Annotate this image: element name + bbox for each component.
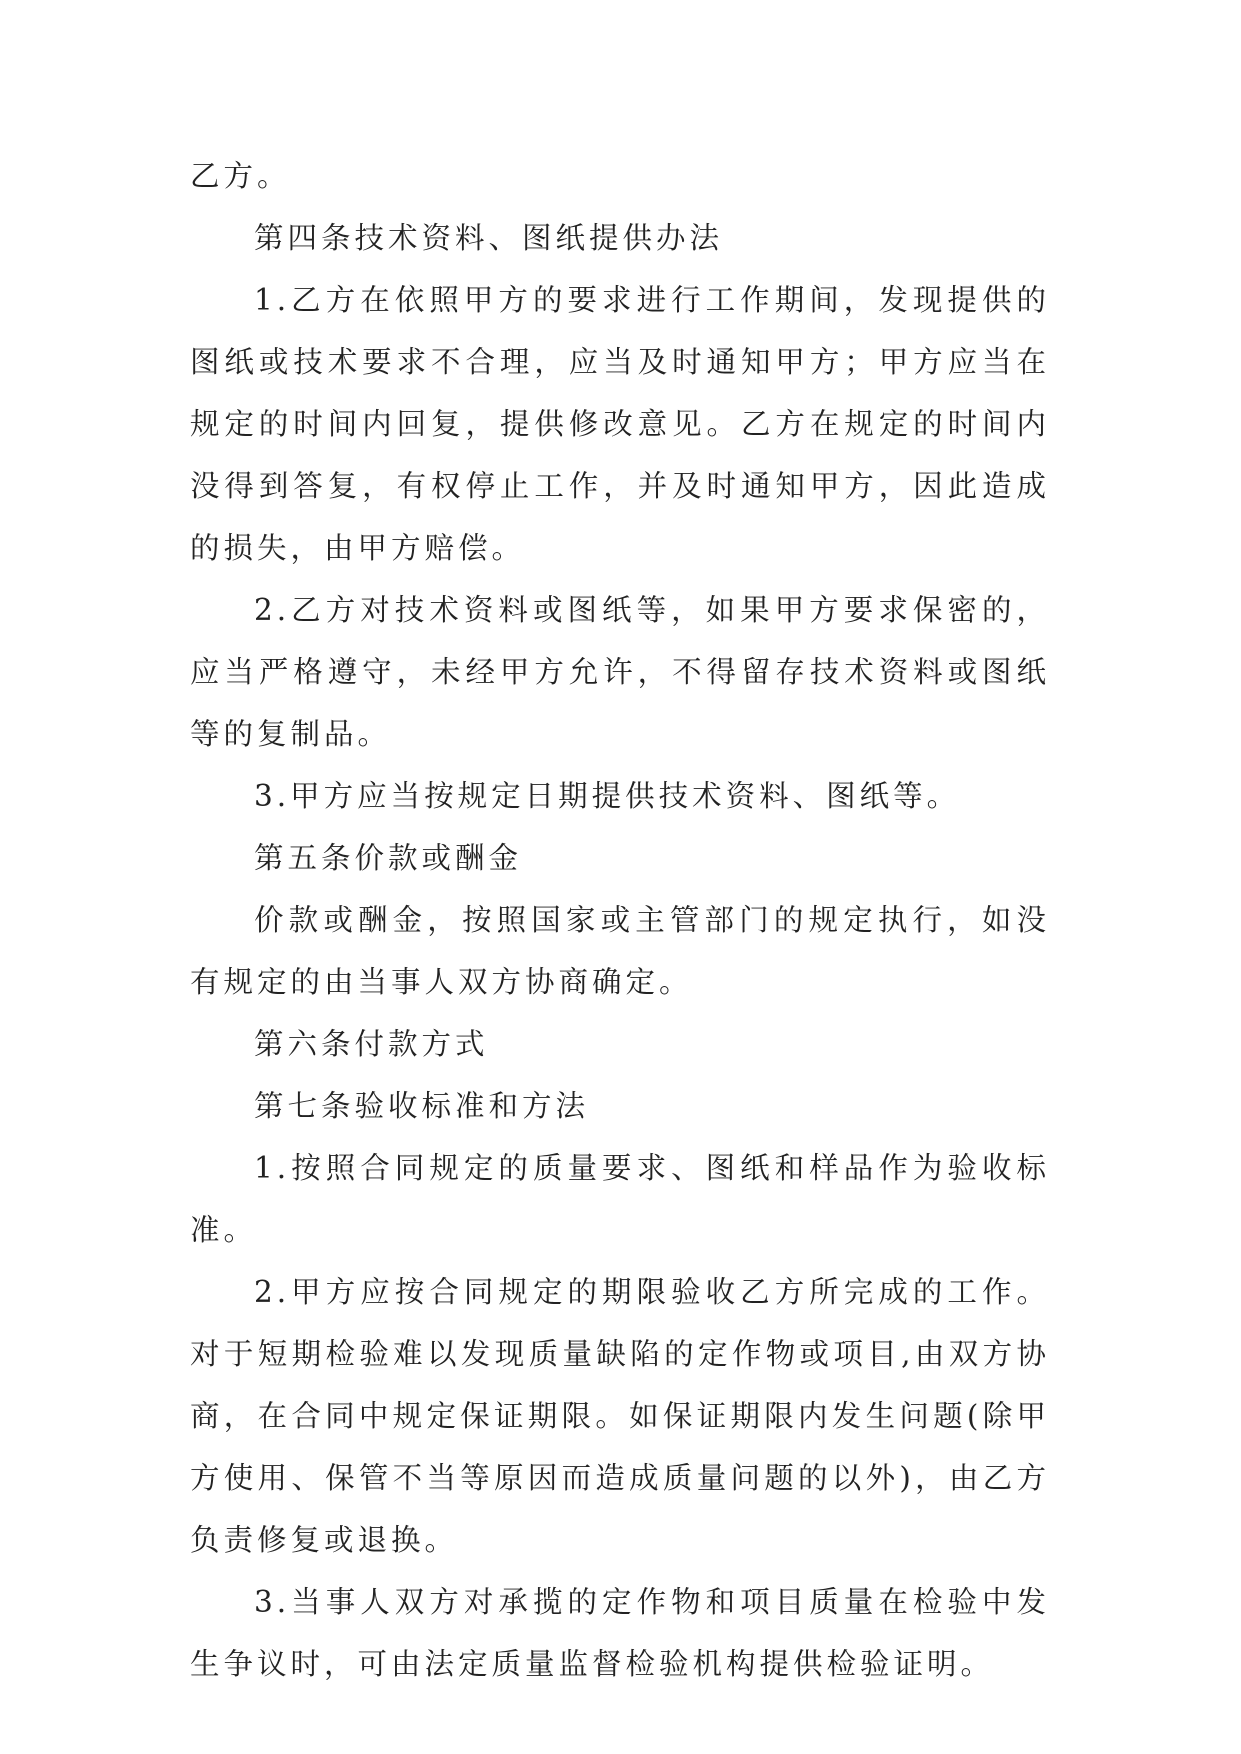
clause-7-3: 3.当事人双方对承揽的定作物和项目质量在检验中发生争议时，可由法定质量监督检验机构提供检验证明。 (190, 1585, 1050, 1681)
paragraph-continuation: 乙方。 (190, 159, 291, 193)
clause-5-body: 价款或酬金，按照国家或主管部门的规定执行，如没有规定的由当事人双方协商确定。 (190, 903, 1050, 999)
section-heading-6: 第六条付款方式 (254, 1027, 489, 1061)
clause-4-3: 3.甲方应当按规定日期提供技术资料、图纸等。 (254, 779, 961, 813)
clause-7-1: 1.按照合同规定的质量要求、图纸和样品作为验收标准。 (190, 1151, 1050, 1247)
clause-7-2: 2.甲方应按合同规定的期限验收乙方所完成的工作。对于短期检验难以发现质量缺陷的定作物或项目,由双方协商，在合同中规定保证期限。如保证期限内发生问题(除甲方使用、保管不当等原因而造成质量问题的以外)，由乙方负责修复或退换。 (190, 1275, 1050, 1557)
clause-4-2: 2.乙方对技术资料或图纸等，如果甲方要求保密的，应当严格遵守，未经甲方允许，不得留存技术资料或图纸等的复制品。 (190, 593, 1050, 751)
section-heading-7: 第七条验收标准和方法 (254, 1089, 590, 1123)
document-page (190, 145, 1050, 1695)
section-heading-5: 第五条价款或酬金 (254, 841, 523, 875)
clause-4-1: 1.乙方在依照甲方的要求进行工作期间，发现提供的图纸或技术要求不合理，应当及时通知甲方；甲方应当在规定的时间内回复，提供修改意见。乙方在规定的时间内没得到答复，有权停止工作，并及时通知甲方，因此造成的损失，由甲方赔偿。 (190, 283, 1050, 565)
section-heading-4: 第四条技术资料、图纸提供办法 (254, 221, 724, 255)
